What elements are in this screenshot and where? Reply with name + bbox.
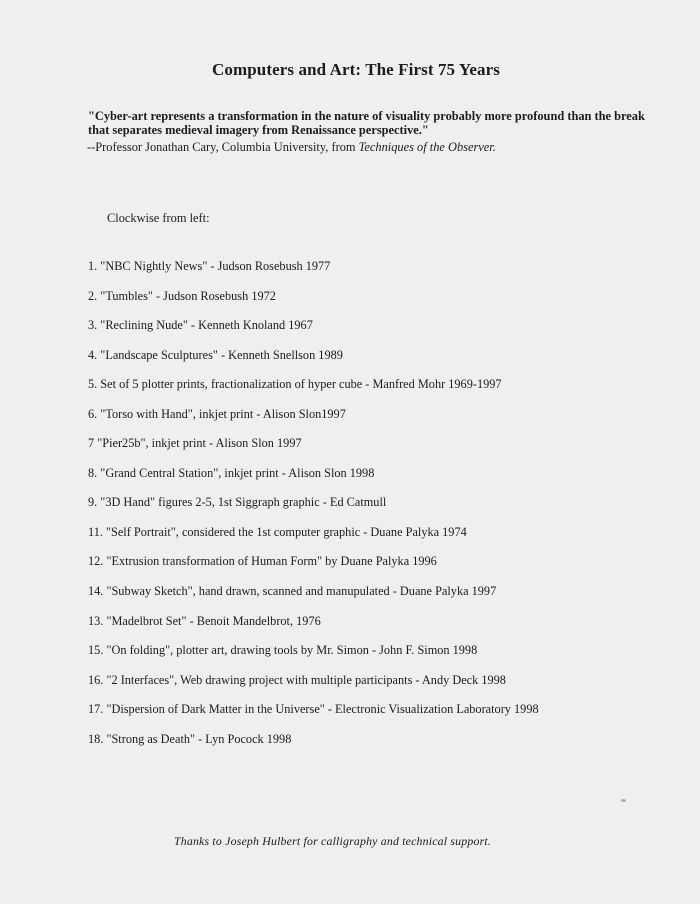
- list-item: 2. "Tumbles" - Judson Rosebush 1972: [88, 288, 276, 303]
- list-item: 9. "3D Hand" figures 2-5, 1st Siggraph graphic - Ed Catmull: [88, 495, 387, 510]
- list-item: 5. Set of 5 plotter prints, fractionalization of hyper cube - Manfred Mohr 1969-1997: [88, 377, 502, 392]
- list-item: 11. "Self Portrait", considered the 1st computer graphic - Duane Palyka 1974: [88, 524, 467, 539]
- acknowledgement: Thanks to Joseph Hulbert for calligraphy and technical support.: [174, 834, 491, 848]
- list-item: 4. "Landscape Sculptures" - Kenneth Snellson 1989: [88, 347, 343, 362]
- list-item: 15. "On folding", plotter art, drawing tools by Mr. Simon - John F. Simon 1998: [88, 643, 478, 658]
- list-item: 14. "Subway Sketch", hand drawn, scanned and manupulated - Duane Palyka 1997: [88, 584, 497, 599]
- quote-attribution: [87, 140, 667, 154]
- list-item: 12. "Extrusion transformation of Human Form" by Duane Palyka 1996: [88, 554, 437, 569]
- list-item: 16. "2 Interfaces", Web drawing project with multiple participants - Andy Deck 1998: [88, 672, 506, 687]
- epigraph-quote: "Cyber-art represents a transformation in the nature of visuality probably more profound than the break that separates medieval imagery from Renaissance perspective.": [88, 109, 645, 137]
- paper-speck: [621, 799, 626, 802]
- list-item: 6. "Torso with Hand", inkjet print - Alison Slon1997: [88, 406, 346, 421]
- list-item: 3. "Reclining Nude" - Kenneth Knoland 1967: [88, 318, 313, 333]
- list-item: 1. "NBC Nightly News" - Judson Rosebush 1977: [88, 259, 331, 273]
- artwork-list: [88, 258, 648, 760]
- list-item: 17. "Dispersion of Dark Matter in the Universe" - Electronic Visualization Laboratory 1998: [88, 702, 539, 717]
- attribution-text: --Professor Jonathan Cary, Columbia University, from: [87, 140, 359, 154]
- page-title: Computers and Art: The First 75 Years: [212, 60, 500, 79]
- list-caption: Clockwise from left:: [107, 211, 210, 225]
- list-item: 7 "Pier25b", inkjet print - Alison Slon 1997: [88, 436, 302, 451]
- list-item: 13. "Madelbrot Set" - Benoit Mandelbrot, 1976: [88, 613, 321, 628]
- attribution-book-title: Techniques of the Observer.: [358, 140, 496, 154]
- list-item: 8. "Grand Central Station", inkjet print - Alison Slon 1998: [88, 465, 375, 480]
- list-item: 18. "Strong as Death" - Lyn Pocock 1998: [88, 731, 292, 746]
